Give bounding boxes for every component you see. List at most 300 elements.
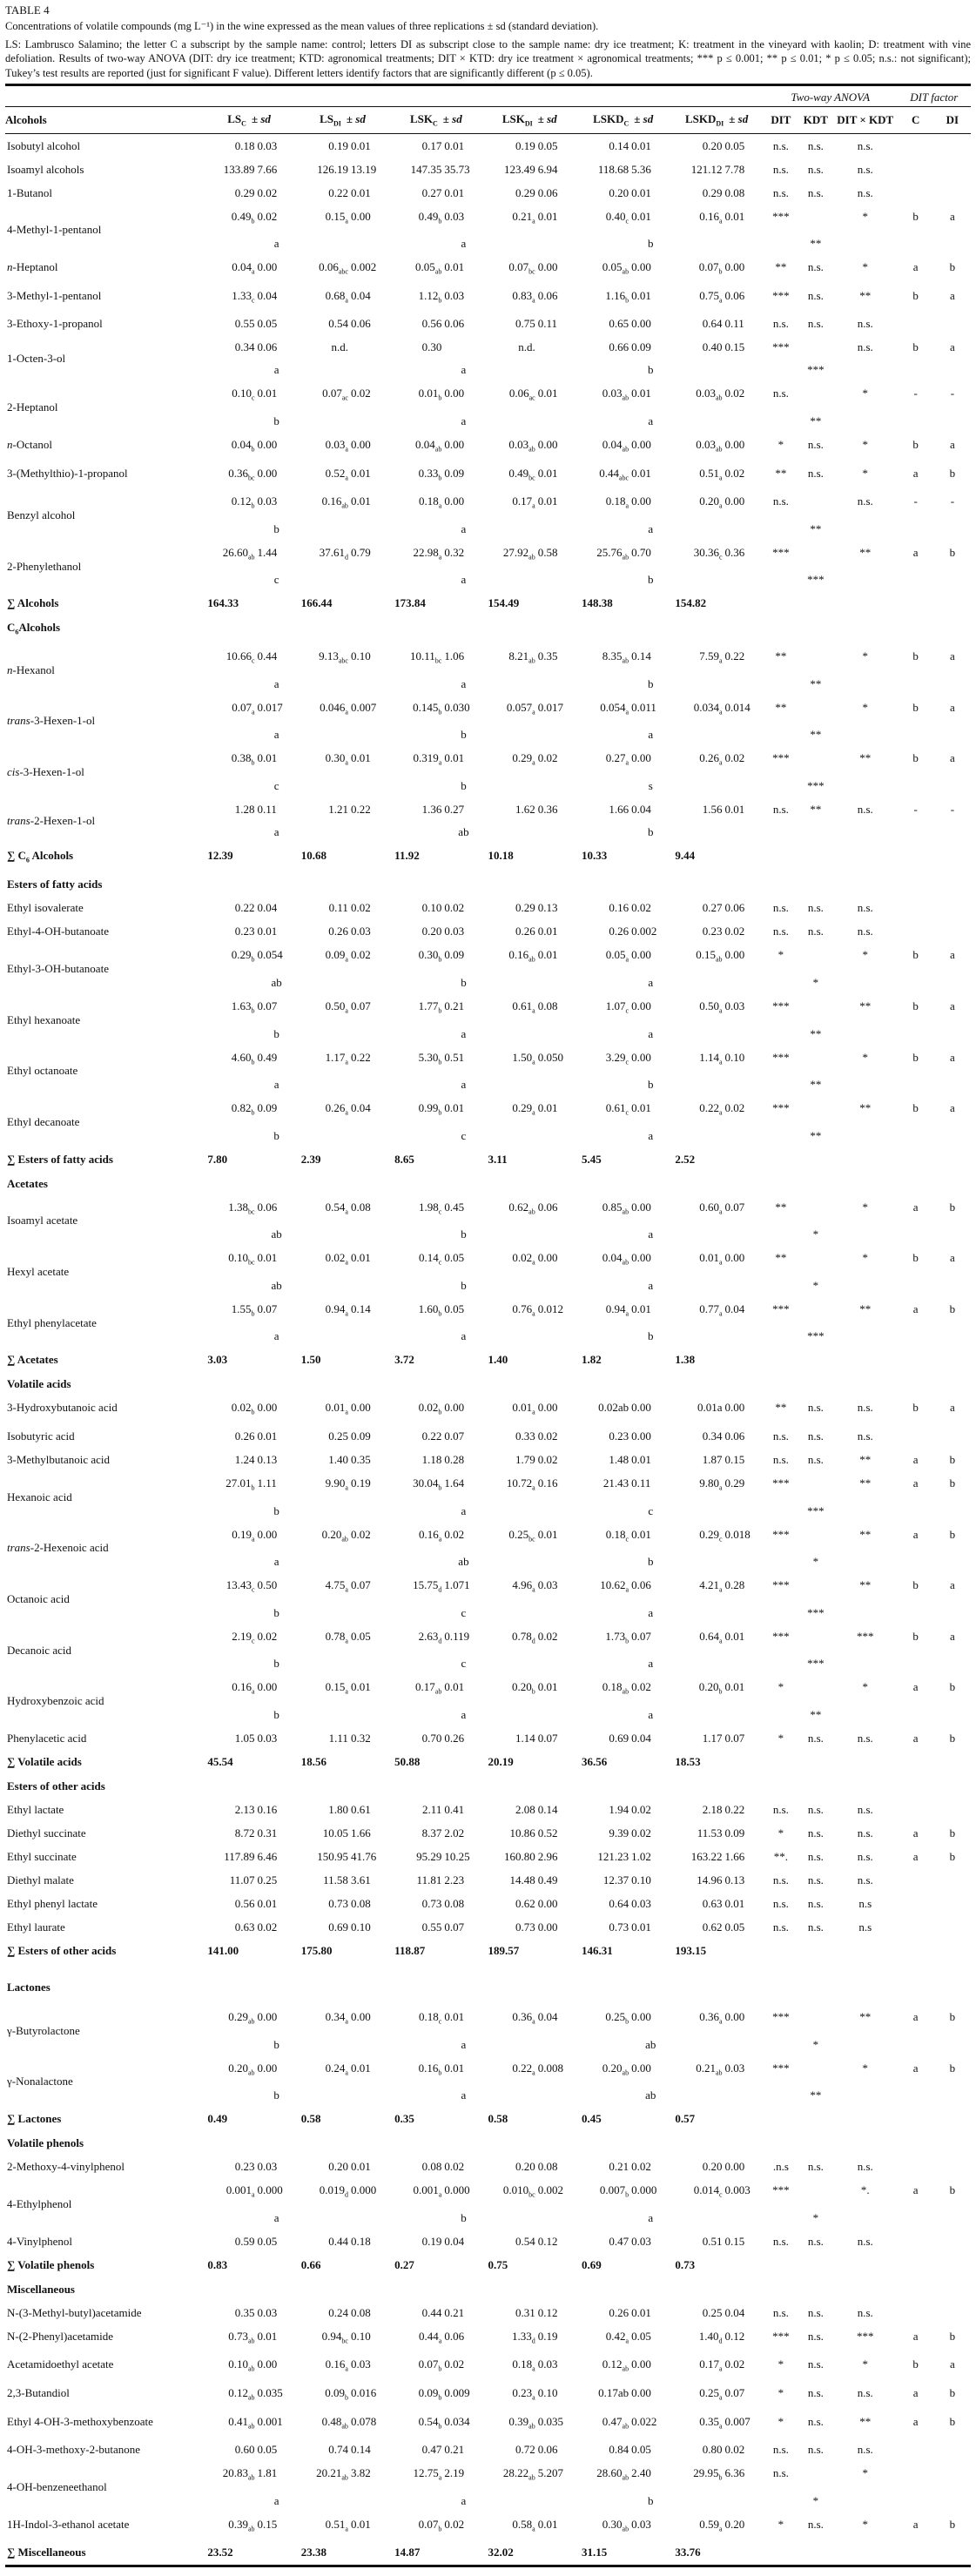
mean-number: 0.319 <box>413 751 439 765</box>
empty-cell <box>764 2084 798 2107</box>
dit-significance: n.s. <box>772 901 789 915</box>
mean-value <box>483 541 538 569</box>
sd-value: 0.003 <box>724 2183 751 2197</box>
sd-value: 0.04 <box>631 802 651 816</box>
mean-number: 0.78 <box>511 1629 532 1643</box>
tukey-letter: a <box>345 1585 348 1594</box>
kdt-significance: ** <box>810 1708 822 1722</box>
empty-cell <box>538 775 576 797</box>
mean-number: 0.76 <box>512 1301 533 1315</box>
tukey-letter: a <box>251 1688 255 1697</box>
sd-value: 0.017 <box>257 700 283 714</box>
mean-number: 0.16 <box>321 494 342 508</box>
compound-name: Benzyl alcohol <box>7 508 76 521</box>
mean-value <box>670 1396 724 1424</box>
sum-value: 23.38 <box>296 2540 389 2566</box>
italic-prefix: n <box>7 662 13 676</box>
sd-value: 0.02 <box>724 925 745 938</box>
interaction-significance: *** <box>857 2329 874 2343</box>
sd-value: 0.000 <box>444 2183 470 2197</box>
interaction-significance: n.s. <box>857 2160 873 2174</box>
mean-number: 0.03 <box>602 387 623 400</box>
mean-number: 1.60 <box>418 1301 439 1315</box>
mean-number: 11.53 <box>697 1826 723 1840</box>
sd-value: 0.03 <box>444 925 465 938</box>
mean-value <box>576 1845 631 1868</box>
sd-label: ± sd <box>537 112 557 125</box>
mean-number: 1.40 <box>328 1453 348 1467</box>
factor-c-letter <box>898 181 934 205</box>
sd-value: 0.02 <box>631 1680 651 1694</box>
mean-number: 0.94 <box>605 1301 626 1315</box>
kdt-significance: ** <box>810 1026 822 1040</box>
mean-number: 0.61 <box>512 999 533 1012</box>
factor-di-letter: a <box>949 751 955 765</box>
mean-value <box>296 919 351 943</box>
empty-cell <box>764 1500 798 1523</box>
mean-number: 1.05 <box>234 1732 255 1745</box>
mean-value <box>202 1246 257 1275</box>
sd-value: 0.03 <box>537 2357 558 2371</box>
empty-cell <box>389 1223 444 1246</box>
kdt-significance: *** <box>807 573 825 587</box>
mean-value <box>670 994 724 1023</box>
mean-number: 0.33 <box>418 466 439 480</box>
mean-number: 11.58 <box>323 1873 348 1887</box>
compound-name: Hydroxybenzoic acid <box>7 1694 104 1708</box>
mean-number: 0.56 <box>421 317 442 331</box>
mean-value <box>670 2324 724 2353</box>
mean-value <box>202 696 257 724</box>
column-header-di: DI <box>934 107 971 134</box>
sd-value: 0.19 <box>350 1476 371 1490</box>
empty-cell <box>483 1073 538 1096</box>
mean-number: 0.18 <box>605 1527 626 1541</box>
compound-name: Ethyl phenylacetate <box>7 1315 97 1329</box>
sd-value: 0.01 <box>257 1251 278 1265</box>
empty-cell <box>725 359 764 381</box>
sd-value: 0.035 <box>537 2414 563 2428</box>
table-row <box>5 1726 971 1750</box>
sd-value: 0.00 <box>631 1401 651 1415</box>
tukey-letter: b <box>251 1483 255 1492</box>
sd-value: 0.00 <box>631 999 651 1012</box>
mean-value <box>389 541 444 569</box>
sd-value: 0.01 <box>350 1251 371 1265</box>
empty-cell <box>296 359 351 381</box>
empty-cell <box>538 359 576 381</box>
kdt-significance: ** <box>810 237 822 251</box>
sd-value: 6.36 <box>724 2466 745 2480</box>
sd-value: 0.02 <box>444 901 465 915</box>
tukey-letter: a <box>532 1258 535 1267</box>
kdt-group-letter: b <box>647 2493 654 2507</box>
kdt-group-letter: b <box>647 363 654 377</box>
empty-cell <box>389 723 444 746</box>
dit-significance: n.s. <box>772 162 789 176</box>
mean-value <box>296 1396 351 1424</box>
dit-significance: *** <box>772 1629 790 1643</box>
kdt-group-letter: ab <box>645 2037 656 2051</box>
mean-value <box>202 461 257 490</box>
empty-cell <box>725 1500 764 1523</box>
empty-cell <box>483 2490 538 2512</box>
mean-number: 1.80 <box>328 1803 348 1817</box>
table-row <box>5 1573 971 1602</box>
empty-cell <box>934 568 971 591</box>
mean-number: 0.21 <box>609 2160 629 2174</box>
sd-value: 0.06 <box>537 185 558 199</box>
mean-number: 0.20 <box>328 2160 348 2174</box>
tukey-letter: d <box>531 2337 535 2345</box>
sum-label: ∑ Esters of other acids <box>7 1944 117 1958</box>
tukey-letter: a <box>345 1637 348 1645</box>
sd-value: 0.06 <box>631 1578 651 1592</box>
mean-value <box>670 335 724 359</box>
empty-cell <box>576 2490 631 2512</box>
interaction-significance: ** <box>859 1527 872 1541</box>
mean-number: 0.21 <box>512 209 533 223</box>
factor-di-letter: a <box>949 1578 955 1592</box>
mean-value <box>576 1726 631 1750</box>
kdt-group-letter: a <box>461 363 467 377</box>
mean-value <box>576 181 631 205</box>
sd-value: 0.03 <box>350 925 371 938</box>
tukey-letter: c <box>438 2017 442 2026</box>
interaction-significance: n.s. <box>857 802 873 816</box>
factor-di-letter: b <box>949 2517 956 2531</box>
mean-number: 8.21 <box>508 649 529 662</box>
table-row <box>5 312 971 335</box>
factor-di-letter: a <box>949 948 955 962</box>
mean-number: 4.96 <box>512 1578 533 1592</box>
empty-cell <box>934 2540 971 2566</box>
mean-value <box>483 2381 538 2410</box>
mean-value <box>483 746 538 775</box>
mean-number: 0.26 <box>699 751 719 765</box>
mean-value <box>670 2005 724 2034</box>
sum-value: 36.56 <box>581 1755 608 1769</box>
empty-cell <box>483 410 538 433</box>
sd-value: 0.01 <box>631 2305 651 2319</box>
sd-value: 0.01 <box>724 1680 745 1694</box>
dit-significance: n.s. <box>772 2234 789 2248</box>
mean-number: 14.48 <box>509 1873 535 1887</box>
mean-value <box>670 2178 724 2207</box>
mean-number: 1.66 <box>609 802 629 816</box>
sd-value: 0.41 <box>444 1803 465 1817</box>
kdt-group-letter: a <box>461 1503 467 1517</box>
mean-value <box>576 2410 631 2438</box>
factor-di-letter: a <box>949 999 955 1012</box>
sd-value: 0.02 <box>724 2443 745 2457</box>
mean-value <box>202 1915 257 1939</box>
dit-significance: * <box>777 437 784 451</box>
mean-number: 0.18 <box>602 1680 623 1694</box>
empty-cell <box>934 844 971 873</box>
tukey-letter: b <box>438 708 442 716</box>
kdt-group-letter: a <box>273 1329 279 1343</box>
empty-cell <box>351 1275 389 1297</box>
mean-number: 0.26 <box>328 925 348 938</box>
kdt-group-letter: b <box>461 2210 467 2224</box>
sd-value: 0.01 <box>257 1429 278 1443</box>
kdt-group-letter: c <box>648 1503 654 1517</box>
mean-number: 0.16 <box>609 901 629 915</box>
kdt-significance <box>798 1573 833 1602</box>
mean-number: 0.30 <box>325 751 346 765</box>
tukey-letter: ac <box>341 393 348 402</box>
interaction-significance: n.s. <box>857 2443 873 2457</box>
sd-value: 0.00 <box>257 1401 278 1415</box>
empty-cell <box>483 1223 538 1246</box>
mean-value <box>576 2381 631 2410</box>
empty-cell <box>764 1125 798 1147</box>
mean-value <box>296 1523 351 1551</box>
sum-value: 0.58 <box>300 2112 321 2126</box>
factor-di-letter: b <box>949 545 956 559</box>
mean-value <box>670 746 724 775</box>
dit-significance: *** <box>772 1578 790 1592</box>
kdt-significance: ** <box>810 728 822 742</box>
sd-value: 0.008 <box>537 2061 563 2075</box>
empty-cell <box>670 723 724 746</box>
mean-value <box>576 1246 631 1275</box>
empty-cell <box>833 1275 898 1297</box>
mean-value <box>576 1448 631 1471</box>
tukey-letter: ac <box>528 393 535 402</box>
sd-value: 0.00 <box>631 2357 651 2371</box>
mean-number: 27.92 <box>502 545 529 559</box>
sd-value: 0.04 <box>537 2010 558 2024</box>
empty-cell <box>296 1652 351 1675</box>
mean-number: 9.90 <box>325 1476 346 1490</box>
table-row <box>5 284 971 313</box>
sum-row <box>5 591 971 615</box>
sd-value: 0.03 <box>257 138 278 152</box>
empty-cell <box>538 1652 576 1675</box>
mean-number: 0.29 <box>699 1527 719 1541</box>
mean-number: 0.03 <box>325 437 346 451</box>
dit-significance: n.s. <box>772 1429 789 1443</box>
mean-value <box>483 284 538 313</box>
dit-significance: n.s. <box>772 1803 789 1817</box>
factor-di-letter <box>934 1915 971 1939</box>
mean-number: 0.20 <box>698 1680 719 1694</box>
mean-value <box>389 1726 444 1750</box>
empty-cell <box>389 2034 444 2056</box>
empty-cell <box>934 1275 971 1297</box>
empty-cell <box>898 2107 934 2131</box>
empty-cell <box>898 1939 934 1970</box>
sd-value: 0.25 <box>257 1873 278 1887</box>
empty-cell <box>483 1602 538 1624</box>
empty-cell <box>725 518 764 541</box>
table-row <box>5 1471 971 1500</box>
mean-number: 0.62 <box>702 1920 723 1934</box>
mean-value <box>389 133 444 158</box>
tukey-letter: d <box>438 1585 442 1594</box>
factor-c-letter: b <box>912 1401 919 1415</box>
sum-value: 18.53 <box>675 1755 701 1769</box>
mean-number: 9.13 <box>319 649 339 662</box>
mean-number: 1.14 <box>515 1732 535 1745</box>
kdt-group-letter: c <box>461 1128 467 1142</box>
mean-value <box>670 433 724 461</box>
kdt-significance <box>798 994 833 1023</box>
empty-cell <box>202 2207 257 2230</box>
sd-value: 0.10 <box>537 2386 558 2399</box>
empty-cell <box>833 568 898 591</box>
mean-value <box>202 1523 257 1551</box>
mean-value <box>389 2178 444 2207</box>
mean-value <box>296 746 351 775</box>
mean-number: 0.057 <box>506 700 533 714</box>
mean-value <box>296 2005 351 2034</box>
mean-value <box>576 2461 631 2490</box>
empty-cell <box>576 821 631 844</box>
kdt-group-letter: c <box>461 1657 467 1671</box>
empty-cell <box>389 568 444 591</box>
table-row <box>5 2178 971 2207</box>
sd-value <box>351 335 389 359</box>
sample-name: LSKD <box>684 112 717 125</box>
mean-value <box>202 284 257 313</box>
factor-di-letter: b <box>949 1453 956 1467</box>
mean-number: 0.11 <box>328 901 348 915</box>
mean-number: 0.73 <box>609 1920 629 1934</box>
volatile-compounds-table <box>5 84 971 2567</box>
dit-significance: *** <box>772 1101 790 1115</box>
sum-row <box>5 1939 971 1970</box>
empty-cell <box>764 1750 798 1774</box>
mean-value <box>483 2324 538 2353</box>
sample-subscript: C <box>432 119 438 128</box>
sd-value: 0.04 <box>350 1101 371 1115</box>
empty-cell <box>538 1125 576 1147</box>
tukey-letter: b <box>718 1688 723 1697</box>
table-row <box>5 797 971 821</box>
tukey-letter: a <box>345 445 348 454</box>
sum-value: 50.88 <box>394 1755 421 1769</box>
mean-number: 0.51 <box>699 466 719 480</box>
mean-value <box>202 1892 257 1915</box>
mean-number: 10.62 <box>600 1578 626 1592</box>
mean-number: 1.11 <box>328 1732 348 1745</box>
sum-label: ∑ Lactones <box>7 2112 62 2126</box>
sd-value: 0.02 <box>631 2160 651 2174</box>
compound-name: 4-OH-3-methoxy-2-butanone <box>7 2443 141 2457</box>
mean-number: 0.80 <box>702 2443 723 2457</box>
kdt-significance: n.s. <box>807 288 824 302</box>
mean-number: 0.50 <box>325 999 346 1012</box>
sd-value: 0.20 <box>724 2517 745 2531</box>
mean-number: 0.19 <box>515 138 535 152</box>
mean-number: 0.54 <box>515 2234 535 2248</box>
compound-name: N-(3-Methyl-butyl)acetamide <box>7 2305 142 2319</box>
mean-value <box>670 2230 724 2253</box>
factor-c-letter: a <box>912 1476 919 1490</box>
empty-cell <box>296 568 351 591</box>
empty-cell <box>670 1223 724 1246</box>
empty-cell <box>764 2034 798 2056</box>
factor-di-letter: a <box>949 700 955 714</box>
sd-value: 0.05 <box>350 1629 371 1643</box>
kdt-group-letter: b <box>273 2088 279 2102</box>
tukey-letter: a <box>345 2068 348 2077</box>
factor-di-letter <box>934 181 971 205</box>
compound-name: 3-Hydroxybutanoic acid <box>7 1401 118 1415</box>
empty-cell <box>898 232 934 255</box>
sd-value: 0.15 <box>724 340 745 354</box>
kdt-significance: ** <box>810 1078 822 1092</box>
empty-cell <box>764 723 798 746</box>
compound-name <box>5 1523 202 1574</box>
sd-value: 0.11 <box>537 317 557 331</box>
sd-value: 6.46 <box>257 1850 278 1864</box>
interaction-significance: * <box>862 1251 868 1265</box>
empty-cell <box>202 1125 257 1147</box>
empty-cell <box>898 2253 934 2277</box>
empty-cell <box>202 1275 257 1297</box>
mean-value <box>483 1845 538 1868</box>
interaction-significance: ** <box>859 2414 872 2428</box>
italic-prefix: n <box>7 260 13 274</box>
empty-cell <box>670 1023 724 1046</box>
empty-cell <box>898 775 934 797</box>
kdt-group-letter: a <box>273 2493 279 2507</box>
mean-value <box>202 1868 257 1892</box>
mean-value <box>670 1798 724 1821</box>
mean-value <box>483 1046 538 1074</box>
factor-di-letter <box>934 2155 971 2178</box>
empty-cell <box>833 410 898 433</box>
mean-value <box>483 2301 538 2324</box>
sd-value: 0.14 <box>631 649 651 662</box>
italic-prefix: cis <box>7 764 20 778</box>
kdt-significance <box>798 1096 833 1125</box>
empty-cell <box>576 1023 631 1046</box>
mean-number: 1.98 <box>419 1200 439 1214</box>
kdt-group-letter: b <box>647 573 654 587</box>
kdt-group-letter: a <box>461 414 467 427</box>
tukey-letter: a <box>625 758 629 767</box>
mean-number: 5.30 <box>418 1050 439 1064</box>
section-header-row <box>5 1970 971 2005</box>
mean-value <box>670 2381 724 2410</box>
tukey-letter: a <box>251 267 255 276</box>
table-row <box>5 335 971 359</box>
interaction-significance: ** <box>859 751 872 765</box>
sd-value: 0.02 <box>350 387 371 400</box>
sd-value: 0.01 <box>537 209 558 223</box>
factor-di-letter <box>934 1424 971 1448</box>
empty-cell <box>389 775 444 797</box>
tukey-letter: b <box>251 1409 255 1417</box>
mean-number: 0.83 <box>512 288 533 302</box>
interaction-significance: ** <box>859 2010 872 2024</box>
kdt-significance <box>798 2461 833 2490</box>
sd-value: 0.01 <box>537 925 558 938</box>
mean-value <box>483 1471 538 1500</box>
mean-number: 0.39 <box>508 2414 529 2428</box>
compound-name <box>5 797 202 844</box>
mean-value <box>576 433 631 461</box>
mean-value <box>296 1675 351 1704</box>
compound-name: Hexanoic acid <box>7 1490 72 1503</box>
kdt-group-letter: b <box>647 1555 654 1569</box>
tukey-letter: a <box>345 1409 348 1417</box>
